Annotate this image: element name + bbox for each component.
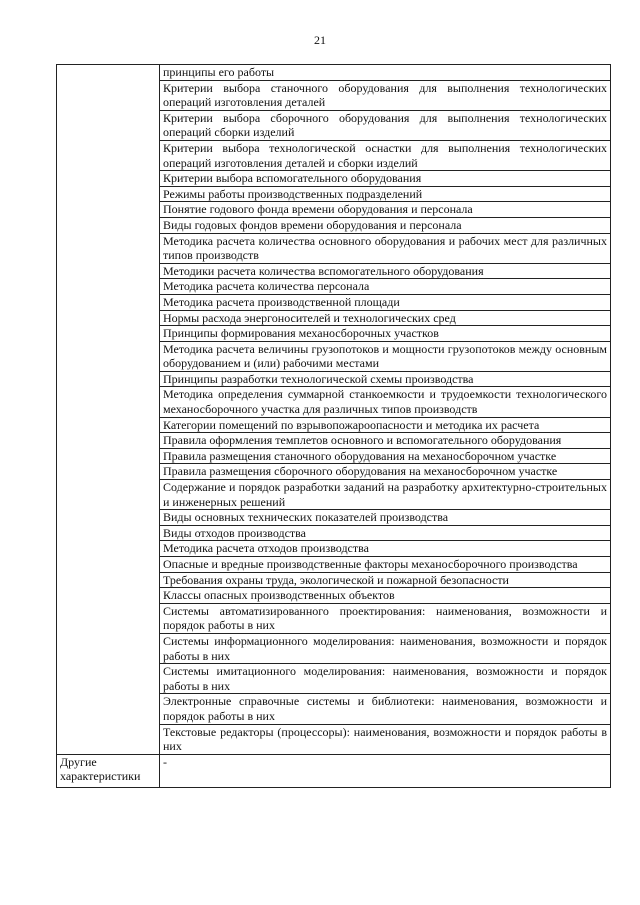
table-cell: Правила оформления темплетов основного и вспомогательного оборудования <box>160 433 611 449</box>
table-cell: Текстовые редакторы (процессоры): наименования, возможности и порядок работы в них <box>160 724 611 754</box>
table-cell: Критерии выбора вспомогательного оборудования <box>160 171 611 187</box>
table-cell: Электронные справочные системы и библиотеки: наименования, возможности и порядок работы в них <box>160 694 611 724</box>
table-cell: Критерии выбора технологической оснастки для выполнения технологических операций изготовления деталей и сборки изделий <box>160 140 611 170</box>
table-cell: Критерии выбора станочного оборудования для выполнения технологических операций изготовления деталей <box>160 80 611 110</box>
other-characteristics-value: - <box>160 754 611 787</box>
table-cell: Виды отходов производства <box>160 525 611 541</box>
table-cell: Опасные и вредные производственные факторы механосборочного производства <box>160 557 611 573</box>
table-cell: Системы информационного моделирования: наименования, возможности и порядок работы в них <box>160 633 611 663</box>
table-cell: Методика расчета количества основного оборудования и рабочих мест для различных типов производств <box>160 233 611 263</box>
table-cell: Категории помещений по взрывопожароопасности и методика их расчета <box>160 417 611 433</box>
table-cell: Нормы расхода энергоносителей и технологических сред <box>160 310 611 326</box>
table-cell: Критерии выбора сборочного оборудования для выполнения технологических операций сборки изделий <box>160 110 611 140</box>
table-cell: Принципы разработки технологической схемы производства <box>160 371 611 387</box>
table-cell: Виды годовых фондов времени оборудования и персонала <box>160 217 611 233</box>
table-cell: Методика расчета производственной площади <box>160 294 611 310</box>
table-row <box>57 65 611 81</box>
table-cell: Правила размещения сборочного оборудования на механосборочном участке <box>160 464 611 480</box>
other-characteristics-label: Другие характеристики <box>57 754 160 787</box>
table-cell: Виды основных технических показателей производства <box>160 510 611 526</box>
table-cell: Методика определения суммарной станкоемкости и трудоемкости технологического механосборочного участка для различных типов производств <box>160 387 611 417</box>
knowledge-label-cell <box>57 65 160 755</box>
table-cell: Методика расчета величины грузопотоков и мощности грузопотоков между основным оборудованием и (или) рабочими местами <box>160 341 611 371</box>
other-characteristics-row <box>57 754 611 787</box>
table-cell: Правила размещения станочного оборудования на механосборочном участке <box>160 448 611 464</box>
table-cell: Методики расчета количества вспомогательного оборудования <box>160 263 611 279</box>
page-number: 21 <box>314 33 326 47</box>
table-cell: Принципы формирования механосборочных участков <box>160 326 611 342</box>
requirements-table <box>56 64 611 788</box>
table-cell: Требования охраны труда, экологической и пожарной безопасности <box>160 572 611 588</box>
table-cell: Методика расчета количества персонала <box>160 279 611 295</box>
table-cell: Понятие годового фонда времени оборудования и персонала <box>160 202 611 218</box>
table-cell: Системы автоматизированного проектирования: наименования, возможности и порядок работы в них <box>160 603 611 633</box>
table-cell: Режимы работы производственных подразделений <box>160 186 611 202</box>
table-cell: принципы его работы <box>160 65 611 81</box>
table-cell: Содержание и порядок разработки заданий на разработку архитектурно-строительных и инженерных решений <box>160 480 611 510</box>
table-cell: Классы опасных производственных объектов <box>160 588 611 604</box>
table-cell: Системы имитационного моделирования: наименования, возможности и порядок работы в них <box>160 664 611 694</box>
table-cell: Методика расчета отходов производства <box>160 541 611 557</box>
